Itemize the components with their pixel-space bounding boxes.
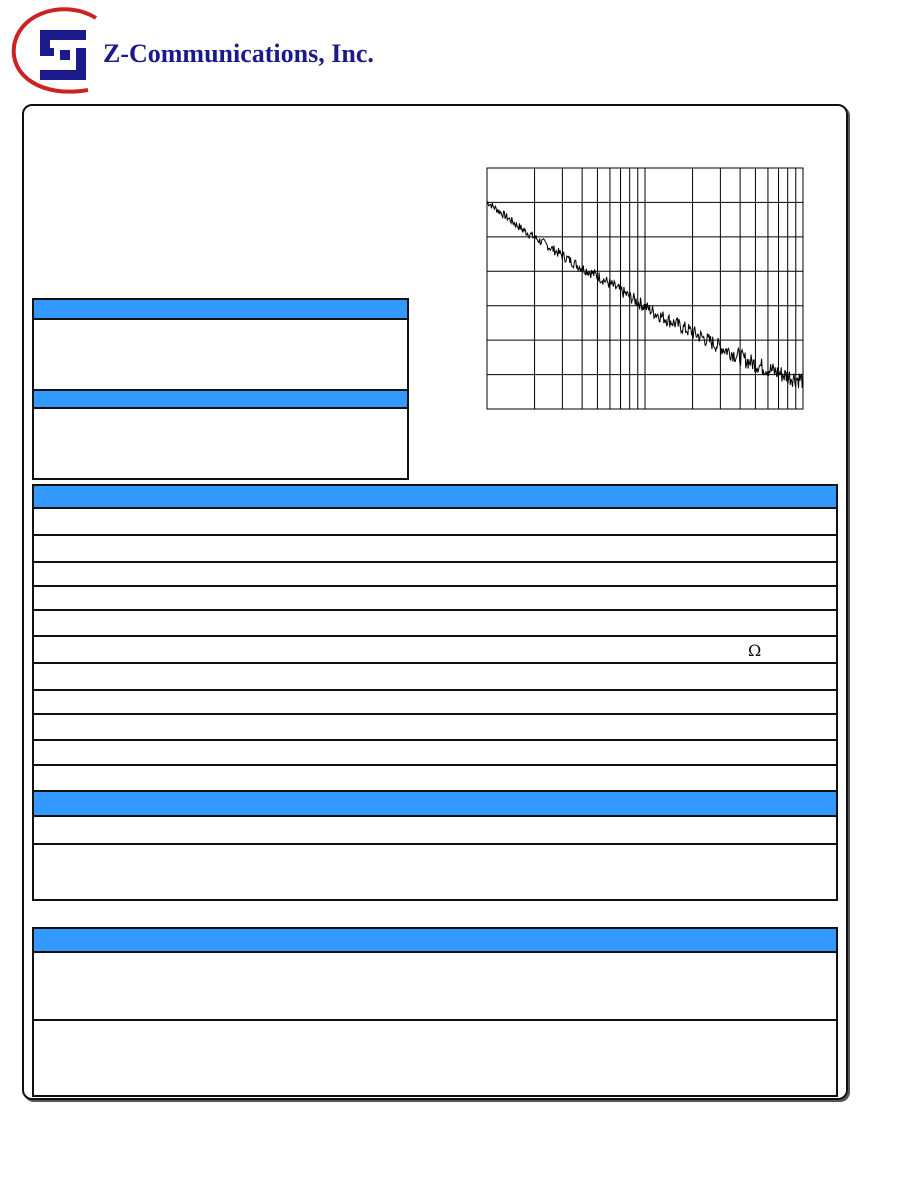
notes-divider (34, 1019, 836, 1021)
table-row (34, 664, 836, 691)
table-row (34, 611, 836, 637)
table-row (34, 536, 836, 563)
left-box-header-2 (34, 389, 407, 409)
table-row (34, 817, 836, 845)
z-communications-logo-icon (8, 6, 108, 98)
table-row (34, 691, 836, 715)
table-row (34, 587, 836, 611)
left-box-header-1 (34, 300, 407, 320)
table-row (34, 563, 836, 587)
table-row (34, 637, 836, 664)
table-row (34, 509, 836, 536)
chart-svg (486, 167, 804, 410)
phase-noise-chart (486, 167, 804, 410)
company-logo (8, 6, 374, 98)
table-row (34, 715, 836, 741)
company-name: Z-Communications, Inc. (103, 39, 374, 68)
spec-table-header (34, 486, 836, 509)
table-row (34, 741, 836, 766)
notes-box (32, 927, 838, 1097)
notes-header (34, 929, 836, 953)
spec-table (32, 484, 838, 901)
table-row (34, 845, 836, 873)
left-info-box (32, 298, 409, 480)
omega-symbol: Ω (748, 641, 762, 660)
table-row (34, 766, 836, 792)
spec-table-subheader (34, 792, 836, 817)
